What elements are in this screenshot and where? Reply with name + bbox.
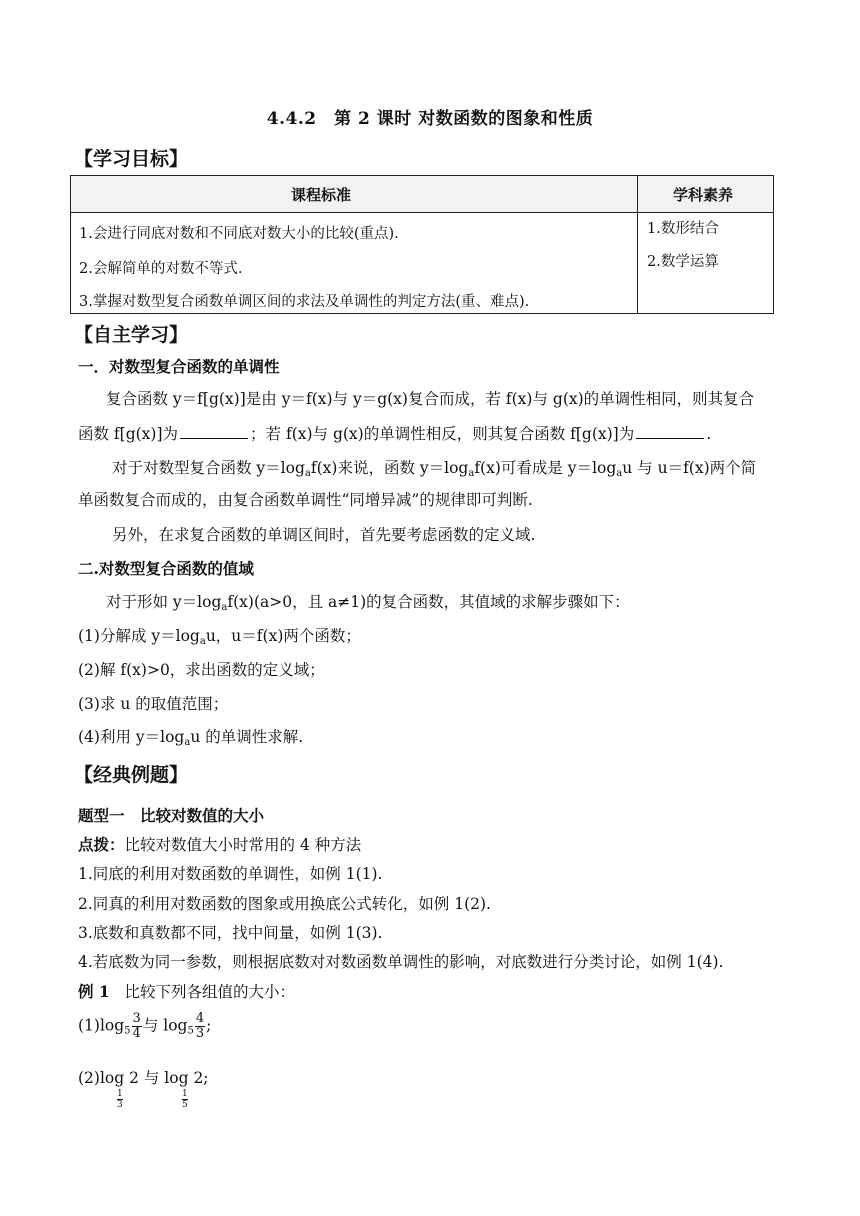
answer-blank-1[interactable] <box>180 426 248 439</box>
sec1-paragraph1-line1: 复合函数 y＝f[g(x)]是由 y＝f(x)与 y＝g(x)复合而成，若 f(x)与 g(x)的单调性相同，则其复合 <box>106 390 755 408</box>
tip-item-4: 4.若底数为同一参数，则根据底数对对数函数单调性的影响，对底数进行分类讨论，如例 1(4). <box>78 953 724 971</box>
log-base-1-3: 1 3 <box>117 1089 123 1110</box>
example1-prompt: 例 1 比较下列各组值的大小： <box>78 982 295 1001</box>
goals-table <box>70 175 774 314</box>
self-study-heading: 【自主学习】 <box>74 324 189 346</box>
tip-item-2: 2.同真的利用对数函数的图象或用换底公式转化，如例 1(2). <box>78 895 491 913</box>
sec1-paragraph2-line1: 对于对数型复合函数 $y=\log_af(x)$来说，函数 $y=\log_af(x)$可看成是 $y=\log_au$ 与 u＝f(x)两个简 <box>112 459 757 479</box>
standard-item-3: 3.掌握对数型复合函数单调区间的求法及单调性的判定方法(重、难点). <box>79 294 530 310</box>
standard-item-2: 2.会解简单的对数不等式. <box>79 261 243 277</box>
sec1-paragraph1-line2: 函数 f[g(x)]为 ；若 f(x)与 g(x)的单调性相反，则其复合函数 f[g(x)]为 . <box>78 425 712 443</box>
section2-title: 二.对数型复合函数的值域 <box>78 559 254 578</box>
table-divider <box>637 176 638 313</box>
sec1-paragraph2-line2: 单函数复合而成的，由复合函数单调性“同增异减”的规律即可判断. <box>78 491 533 509</box>
sec1-paragraph3: 另外，在求复合函数的单调区间时，首先要考虑函数的定义域. <box>112 526 536 544</box>
tip-item-3: 3.底数和真数都不同，找中间量，如例 1(3). <box>78 924 383 942</box>
tip-item-1: 1.同底的利用对数函数的单调性，如例 1(1). <box>78 865 383 883</box>
fraction-4-3: $\frac{4}{3}$ <box>195 1011 205 1041</box>
literacy-header: 学科素养 <box>673 186 734 204</box>
question-1: $(1)\log_5$ $\frac{3}{4}$ 与 $\log_5$ $\frac{4}{3}$ ; <box>78 1011 212 1041</box>
standard-item-1: 1.会进行同底对数和不同底对数大小的比较(重点). <box>79 226 399 242</box>
page-title: 4.4.2 第 2 课时 对数函数的图象和性质 <box>266 109 594 129</box>
course-standard-header: 课程标准 <box>291 186 352 204</box>
goals-table-header <box>71 176 773 213</box>
answer-blank-2[interactable] <box>636 426 704 439</box>
literacy-item-1: 1.数形结合 <box>647 221 719 237</box>
step-4: (4)利用 $y=\log_au$ 的单调性求解. <box>78 728 304 748</box>
sec2-paragraph1: 对于形如 $y=\log_af(x)(a>0$，且 a≠1)的复合函数，其值域的求解步骤如下： <box>106 593 630 613</box>
fraction-3-4: $\frac{3}{4}$ <box>132 1011 141 1041</box>
step-2: (2)解 f(x)>0，求出函数的定义域； <box>78 661 325 679</box>
tip-line: 点拨：比较对数值大小时常用的 4 种方法 <box>78 835 362 854</box>
log-base-1-5: 1 5 <box>182 1089 188 1110</box>
type1-title: 题型一 比较对数值的大小 <box>78 806 265 825</box>
step-1: (1)分解成 $y=\log_au$，u＝f(x)两个函数； <box>78 627 361 647</box>
literacy-item-2: 2.数学运算 <box>647 254 719 270</box>
learning-goals-heading: 【学习目标】 <box>74 148 189 170</box>
question-2: (2)log 2 与 log 2; <box>78 1069 209 1087</box>
examples-heading: 【经典例题】 <box>74 764 189 786</box>
section1-title: 一．对数型复合函数的单调性 <box>78 357 280 376</box>
step-3: (3)求 u 的取值范围； <box>78 695 229 713</box>
